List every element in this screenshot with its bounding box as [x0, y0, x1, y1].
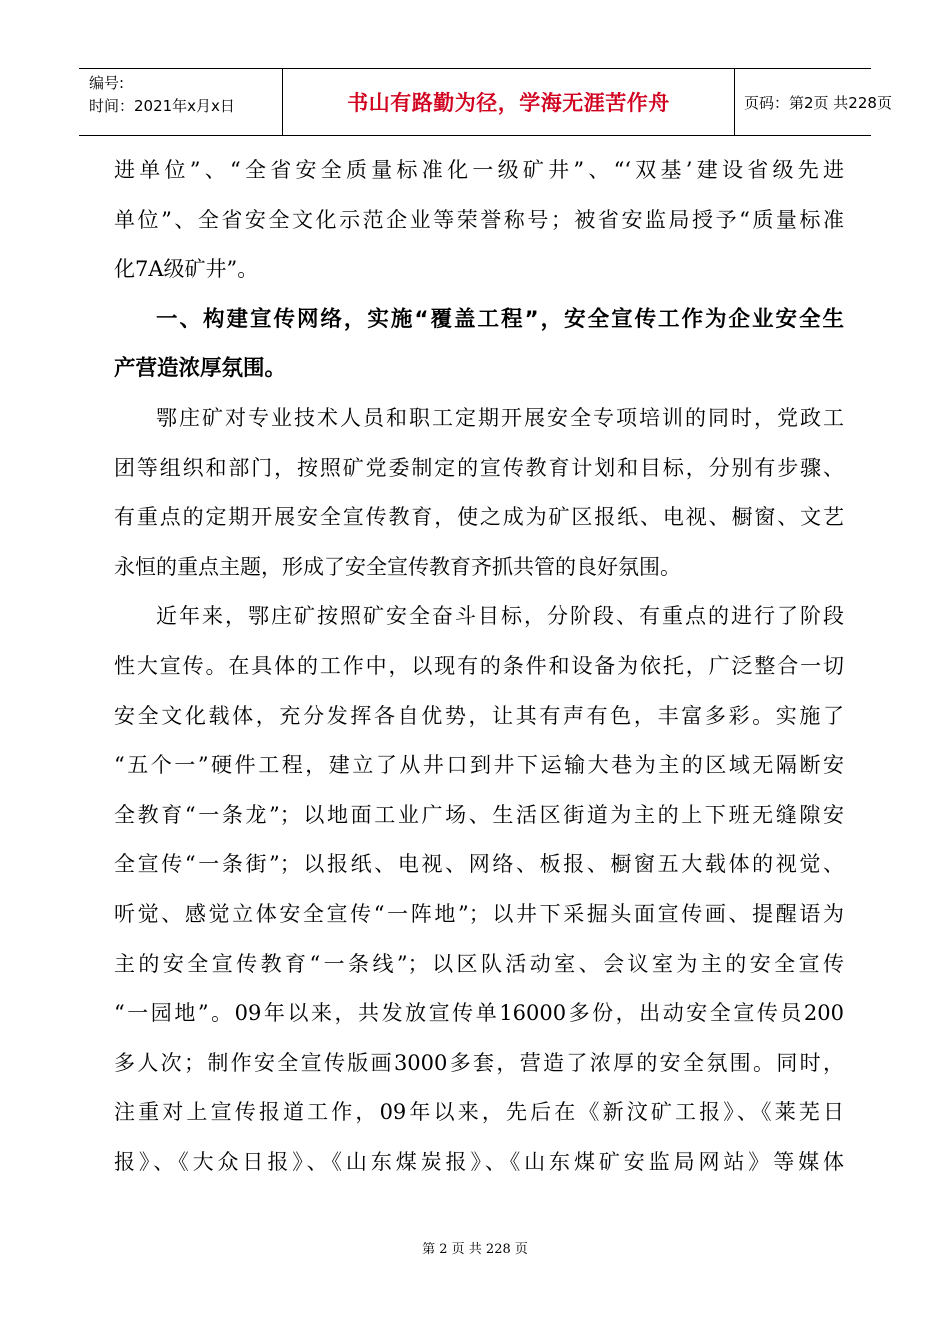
paragraph-line: 多人次；制作安全宣传版画3000多套，营造了浓厚的安全氛围。同时，	[114, 1050, 844, 1075]
header-page-cell	[735, 69, 892, 135]
paragraph-line: 近年来，鄂庄矿按照矿安全奋斗目标，分阶段、有重点的进行了阶段	[156, 604, 844, 629]
page-header	[79, 68, 892, 136]
header-page-label: 页码：第2页 共228页	[744, 93, 892, 112]
paragraph-line: 永恒的重点主题，形成了安全宣传教育齐抓共管的良好氛围。	[114, 554, 681, 579]
paragraph-line: 鄂庄矿对专业技术人员和职工定期开展安全专项培训的同时，党政工	[156, 405, 844, 430]
doc-time-label: 时间：2021年x月x日	[89, 97, 235, 115]
document-body	[114, 146, 844, 1187]
header-meta-cell	[79, 69, 283, 135]
paragraph-line: 全宣传“一条街”；以报纸、电视、网络、板报、橱窗五大载体的视觉、	[114, 852, 844, 877]
header-motto-cell	[283, 69, 735, 135]
paragraph-line: 主的安全宣传教育“一条线”；以区队活动室、会议室为主的安全宣传	[114, 951, 844, 976]
doc-code-label: 编号:	[89, 74, 125, 92]
paragraph-line: 进单位”、“全省安全质量标准化一级矿井”、“‘双基’建设省级先进	[114, 158, 844, 182]
paragraph-line: 有重点的定期开展安全宣传教育，使之成为矿区报纸、电视、橱窗、文艺	[114, 505, 844, 530]
paragraph-line: 报》、《大众日报》、《山东煤炭报》、《山东煤矿安监局网站》等媒体	[114, 1149, 844, 1174]
paragraph-line: 听觉、感觉立体安全宣传“一阵地”；以井下采掘头面宣传画、提醒语为	[114, 901, 844, 926]
paragraph-line: 全教育“一条龙”；以地面工业广场、生活区街道为主的上下班无缝隙安	[114, 802, 844, 827]
paragraph-line: “五个一”硬件工程，建立了从井口到井下运输大巷为主的区域无隔断安	[114, 753, 844, 778]
paragraph-line: “一园地”。09年以来，共发放宣传单16000多份，出动安全宣传员200	[114, 1001, 844, 1026]
paragraph-line: 化7A级矿井”。	[114, 257, 259, 282]
paragraph-line: 安全文化载体，充分发挥各自优势，让其有声有色，丰富多彩。实施了	[114, 703, 844, 728]
header-motto: 书山有路勤为径，学海无涯苦作舟	[347, 91, 670, 115]
paragraph-line: 性大宣传。在具体的工作中，以现有的条件和设备为依托，广泛整合一切	[114, 653, 844, 678]
paragraph-line: 团等组织和部门，按照矿党委制定的宣传教育计划和目标，分别有步骤、	[114, 455, 844, 480]
paragraph-line: 单位”、全省安全文化示范企业等荣誉称号；被省安监局授予“质量标准	[114, 207, 844, 232]
paragraph-line: 注重对上宣传报道工作，09年以来，先后在《新汶矿工报》、《莱芜日	[114, 1100, 844, 1125]
section-heading-line: 一、构建宣传网络，实施“覆盖工程”，安全宣传工作为企业安全生	[156, 306, 844, 332]
page-footer	[0, 1238, 950, 1257]
footer-page-number: 第 2 页 共 228 页	[422, 1242, 528, 1257]
section-heading-line: 产营造浓厚氛围。	[114, 356, 287, 382]
